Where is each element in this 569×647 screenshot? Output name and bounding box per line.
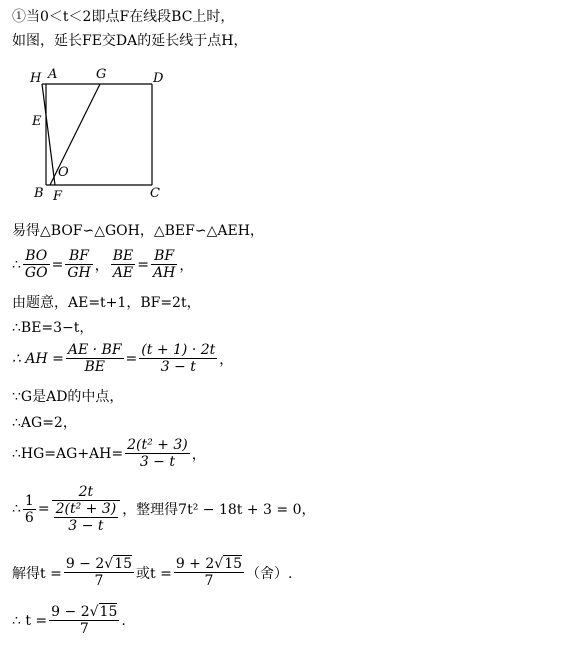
ag-line: ∴AG=2， [12,415,77,431]
ratio-equation: ∴ $\frac{1}{6}$ = $\frac{2t}{\frac{\text{2(t² + 3)}}{3 - t}}$ ，整理得7t² − 18t + 3 = 0， [12,484,316,534]
fraction: $\frac{9 + 2√15}{7}$ [175,556,243,589]
construction-line: 如图，延长FE交DA的延长线于点H， [12,33,248,49]
fraction: $\frac{\text{2(t² + 3)}}{3 - t}$ [127,437,188,470]
final-answer: ∴ t = $\frac{9 - 2√15}{7}$ . [12,604,126,637]
label-D: D [153,71,164,86]
midpoint-line: ∵G是AD的中点， [12,389,124,405]
label-E: E [32,114,42,129]
label-F: F [53,189,63,204]
fraction: $\frac{9 - 2√15}{7}$ [65,556,133,589]
fraction: $\frac{(t + 1) \cdot 2t}{3 - t}$ [141,342,216,375]
fraction: $\frac{BO}{GO}$ [24,248,48,281]
geometry-figure [24,62,184,212]
compound-fraction: $\frac{2t}{\frac{\text{2(t² + 3)}}{3 - t}}$ [52,484,121,534]
given-values-line: 由题意，AE=t+1，BF=2t， [12,295,201,311]
ah-equation: ∴ AH = $\frac{AE \cdot BF}{BE}$ = $\frac{(t + 1) \cdot 2t}{3 - t}$ ， [12,342,234,375]
case-condition-line: ①当0＜t＜2即点F在线段BC上时， [12,9,235,25]
label-B: B [34,186,44,201]
fraction: $\frac{9 - 2√15}{7}$ [51,604,118,637]
ratio-equations: ∴ $\frac{BO}{GO}$ = $\frac{BF}{GH}$ ， $\frac{BE}{AE}$ = $\frac{BF}{AH}$ ， [12,248,194,281]
label-G: G [96,67,107,82]
fraction: $\frac{BE}{AE}$ [112,248,134,281]
label-A: A [48,67,58,82]
fraction: $\frac{1}{6}$ [24,492,34,526]
label-H: H [30,71,42,86]
fraction: $\frac{BF}{GH}$ [67,248,91,281]
be-line: ∴BE=3−t， [12,320,94,336]
similarity-line: 易得△BOF∽△GOH，△BEF∽△AEH， [12,223,264,239]
solution-line: 解得t = $\frac{9 - 2√15}{7}$ 或t = $\frac{9 + 2√15}{7}$ （舍）. [12,556,293,589]
fraction: $\frac{AE \cdot BF}{BE}$ [67,342,122,375]
hg-equation: ∴HG=AG+AH= $\frac{\text{2(t² + 3)}}{3 - t}$ ， [12,437,206,470]
label-O: O [58,165,69,180]
label-C: C [150,186,160,201]
fraction: $\frac{BF}{AH}$ [152,248,176,281]
